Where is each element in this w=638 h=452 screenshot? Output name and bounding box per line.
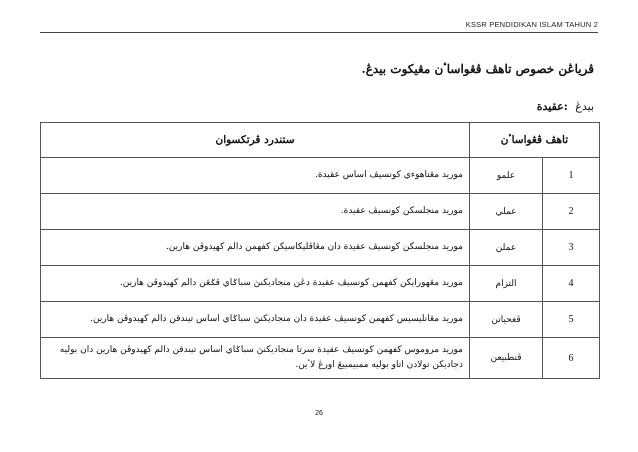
table-row: [41, 266, 600, 302]
row-number: 5: [543, 302, 600, 338]
row-level-name: ڤغحياتن: [470, 302, 543, 338]
row-level-name: علمو: [470, 158, 543, 194]
table-row: [41, 230, 600, 266]
header-level: تاهڤ ڤڠواساٴن: [470, 123, 600, 158]
row-number: 4: [543, 266, 600, 302]
row-level-name: ڤنطبيعن: [470, 338, 543, 379]
field-label: بيدڠ: [575, 100, 594, 113]
table-header-row: [41, 123, 600, 158]
row-descriptor: موريد مڠانليسيس کفهمن کونسيڤ عقيدة دان منجاديکنڽ سباݢاي اساس تيندقن دالم کهيدوڤن هارين.: [41, 302, 470, 338]
table-row: [41, 338, 600, 379]
field-subtitle: [537, 100, 594, 113]
row-descriptor: موريد مروموس کفهمن کونسيڤ عقيدة سرتا منجاديکنڽ سباݢاي اساس تيندقن دالم کهيدوڤن هارين دان بوليه دجاديکن تولادن اتاو بوليه ممبيمبيڠ اورڠ لاٴين.: [41, 338, 470, 379]
row-number: 1: [543, 158, 600, 194]
row-number: 2: [543, 194, 600, 230]
row-number: 3: [543, 230, 600, 266]
section-title: ڤرياڠن خصوص تاهڤ ڤڠواساٴن مڠيکوت بيدڠ.: [361, 62, 594, 76]
page-number: 26: [315, 410, 323, 417]
running-header: [40, 10, 598, 33]
running-header-text: KSSR PENDIDIKAN ISLAM TAHUN 2: [465, 20, 598, 29]
performance-standard-table: [40, 122, 600, 379]
row-level-name: عملي: [470, 194, 543, 230]
row-level-name: عملن: [470, 230, 543, 266]
table-row: [41, 158, 600, 194]
table-row: [41, 302, 600, 338]
row-descriptor: موريد منجلسکن کونسيڤ عقيدة دان مڠاڤليکاسيکن کفهمن دالم کهيدوڤن هارين.: [41, 230, 470, 266]
row-number: 6: [543, 338, 600, 379]
field-value: :عقيدة: [536, 100, 568, 113]
table-row: [41, 194, 600, 230]
row-level-name: التزام: [470, 266, 543, 302]
header-descriptor: ستندرد ڤرتکسوان: [41, 123, 470, 158]
row-descriptor: موريد مڠتاهوءي کونسيڤ اساس عقيدة.: [41, 158, 470, 194]
row-descriptor: موريد مڠهورايکن کفهمن کونسيڤ عقيدة دڠن منجاديکنڽ سباݢاي ڤݢڠن دالم کهيدوڤن هارين.: [41, 266, 470, 302]
row-descriptor: موريد منجلسکن کونسيڤ عقيدة.: [41, 194, 470, 230]
